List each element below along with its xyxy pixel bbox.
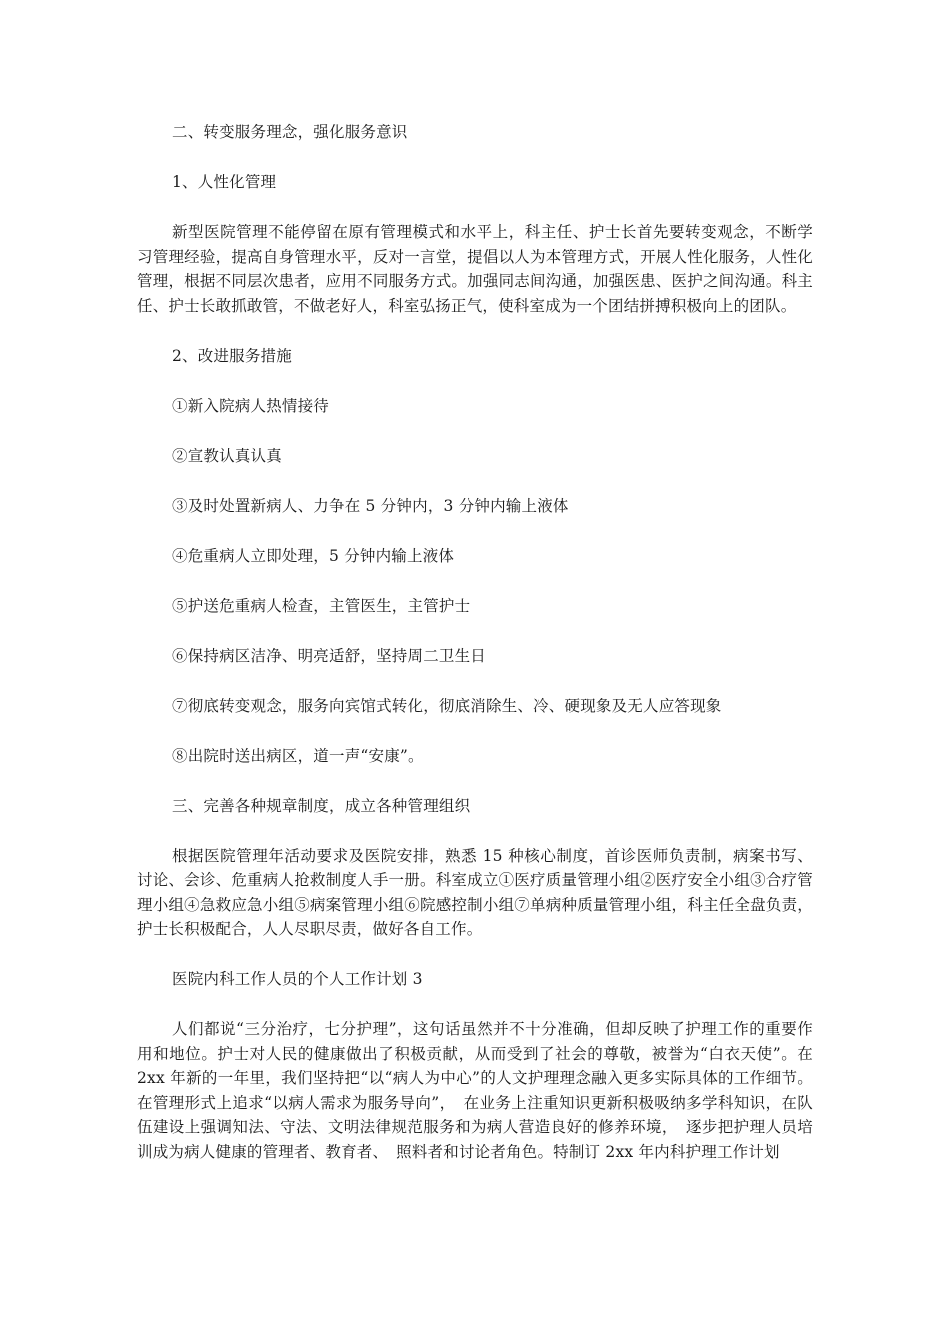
plan-title-3: 医院内科工作人员的个人工作计划 3 <box>172 970 423 988</box>
subheading-2: 2、改进服务措施 <box>172 346 292 365</box>
measure-item-4: ④危重病人立即处理，5 分钟内输上液体 <box>172 546 455 565</box>
measure-item-1: ①新入院病人热情接待 <box>172 396 330 415</box>
subheading-1: 1、人性化管理 <box>172 173 277 191</box>
measure-item-2: ②宣教认真认真 <box>172 446 282 465</box>
measure-item-3: ③及时处置新病人、力争在 5 分钟内，3 分钟内输上液体 <box>172 496 569 515</box>
section-heading-2: 二、转变服务理念，强化服务意识 <box>172 123 408 141</box>
measure-item-5: ⑤护送危重病人检查，主管医生，主管护士 <box>172 596 471 615</box>
paragraph-nursing-intro: 人们都说“三分治疗，七分护理”，这句话虽然并不十分准确，但却反映了护理工作的重要作用和地位。护士对人民的健康做出了积极贡献，从而受到了社会的尊敬，被誉为“白衣天使”。在 2xx 年新的一年里，我们坚持把“以“病人为中心”的人文护理理念融入更多实际具体的工作细节。在管理形式上追求“以病人需求为服务导向”， 在业务上注重知识更新积极吸纳多学科知识，在队伍建设上强调知法、守法、文明法律规范服务和为病人营造良好的修养环境， 逐步把护理人员培训成为病人健康的管理者、教育者、 照料者和讨论者角色。特制订 2xx 年内科护理工作计划 <box>137 1020 813 1161</box>
measure-item-8: ⑧出院时送出病区，道一声“安康”。 <box>172 746 424 765</box>
paragraph-regulations: 根据医院管理年活动要求及医院安排，熟悉 15 种核心制度，首诊医师负责制，病案书写、讨论、会诊、危重病人抢救制度人手一册。科室成立①医疗质量管理小组②医疗安全小组③合疗管理小组④急救应急小组⑤病案管理小组⑥院感控制小组⑦单病种质量管理小组，科主任全盘负责，护士长积极配合，人人尽职尽责，做好各自工作。 <box>137 846 813 938</box>
section-heading-3: 三、完善各种规章制度，成立各种管理组织 <box>172 796 471 815</box>
measure-item-7: ⑦彻底转变观念，服务向宾馆式转化，彻底消除生、冷、硬现象及无人应答现象 <box>172 696 722 715</box>
measure-item-6: ⑥保持病区洁净、明亮适舒，坚持周二卫生日 <box>172 646 487 665</box>
paragraph-humanized-management: 新型医院管理不能停留在原有管理模式和水平上，科主任、护士长首先要转变观念，不断学习管理经验，提高自身管理水平，反对一言堂，提倡以人为本管理方式，开展人性化服务，人性化管理，根据不同层次患者，应用不同服务方式。加强同志间沟通，加强医患、医护之间沟通。科主任、护士长敢抓敢管，不做老好人，科室弘扬正气，使科室成为一个团结拼搏积极向上的团队。 <box>137 223 813 315</box>
document-body <box>137 120 813 1190</box>
